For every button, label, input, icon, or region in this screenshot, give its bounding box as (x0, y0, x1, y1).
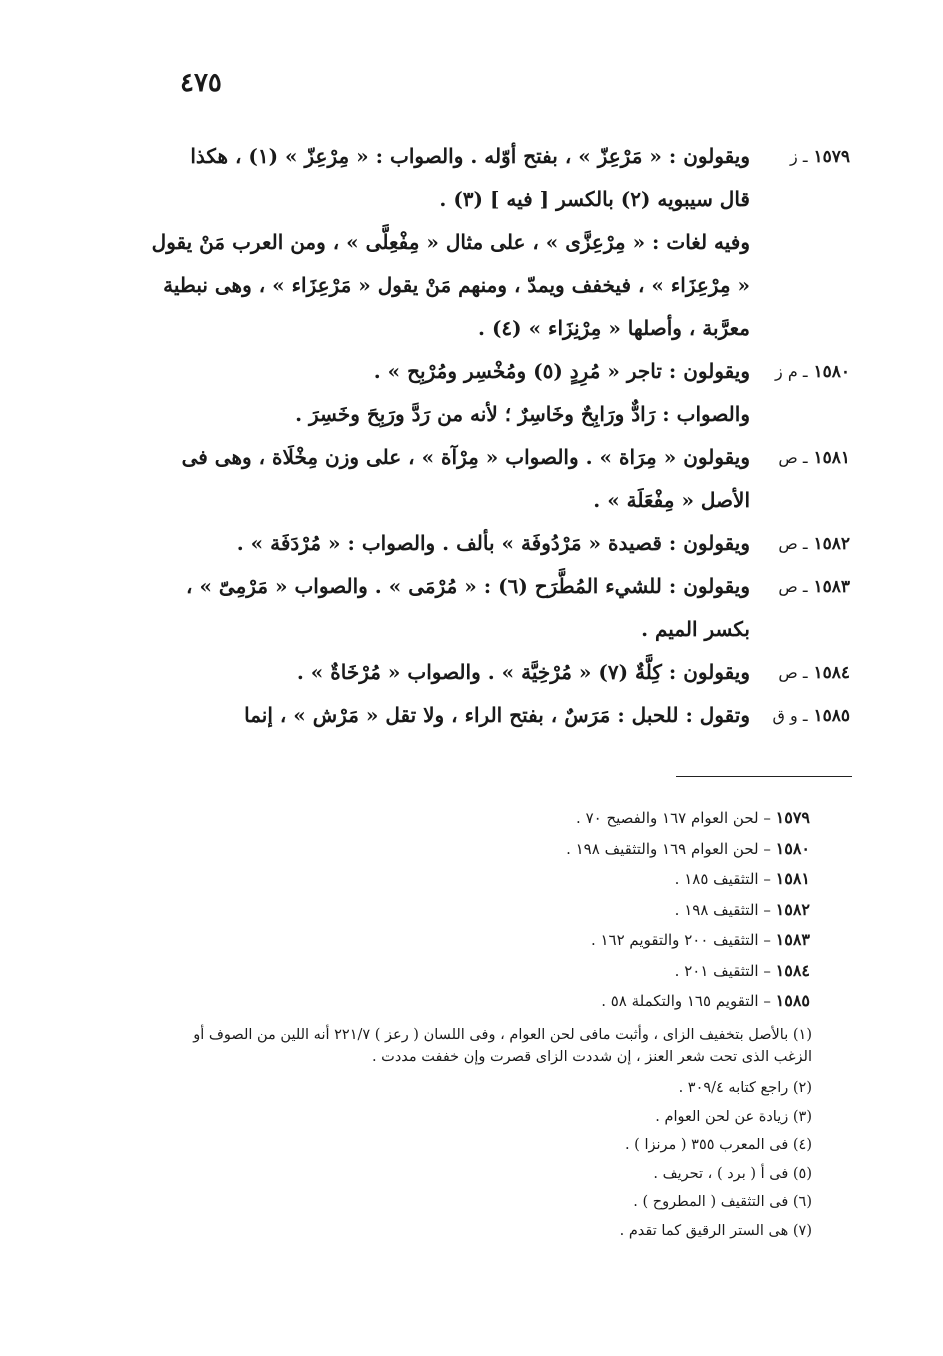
source-entry-number: ١٥٨٠ (775, 838, 810, 858)
entry-number-value: ١٥٨٢ (813, 534, 850, 554)
footnote: (٥) فى أ ( برد ) ، تحريف . (653, 1165, 812, 1182)
source-entry-number: ١٥٨١ (775, 869, 810, 888)
entry-number (755, 436, 850, 480)
entry-text-line: الأصل « مِفْعَلَة » . (593, 488, 750, 512)
entry-number (755, 135, 850, 179)
source-text: – التثقيف ١٨٥ . (674, 870, 771, 888)
source-text: – التثقيف ٢٠٠ والتقويم ١٦٢ . (590, 931, 771, 949)
source-entry-number: ١٥٧٩ (775, 808, 810, 827)
entry-source-code: ـ ص (778, 534, 808, 553)
source-entry-number: ١٥٨٢ (775, 899, 810, 919)
source-entry-number: ١٥٨٣ (775, 930, 810, 949)
entry (150, 522, 850, 565)
entry-source-code: ـ ص (778, 577, 808, 596)
entry-text-line: بكسر الميم . (641, 617, 750, 641)
entry-number-value: ١٥٨٥ (813, 706, 850, 726)
source-text: – التقويم ١٦٥ والتكملة ٥٨ . (601, 992, 771, 1010)
entry-number-value: ١٥٨٤ (813, 663, 850, 683)
source-reference (480, 803, 810, 834)
entry-body (150, 436, 750, 522)
source-text: – لحن العوام ١٦٩ والتثقيف ١٩٨ . (566, 839, 771, 858)
source-reference (480, 864, 810, 895)
entry-source-code: ـ و ق (772, 706, 808, 725)
entry (150, 651, 850, 694)
entry-text-line: وتقول : للحبل : مَرَسٌ ، بفتح الراء ، ولا تقل « مَرْش » ، إنما (244, 703, 750, 727)
source-text: – التثقيف ١٩٨ . (674, 900, 771, 919)
footnote-divider (676, 776, 852, 777)
entry-number-value: ١٥٨٣ (813, 577, 850, 597)
entry-number (755, 522, 850, 566)
entry (150, 436, 850, 522)
entry-body (150, 565, 750, 651)
source-entry-number: ١٥٨٤ (775, 960, 810, 980)
entry-body (150, 522, 750, 565)
entry-number (755, 651, 850, 695)
entry-body (150, 350, 750, 436)
entry-source-code: ـ ص (778, 663, 808, 682)
footnote: (٧) هى الستر الرقيق كما تقدم . (619, 1222, 812, 1239)
source-reference (480, 834, 810, 865)
entry-text-line: ويقولون : قصيدة « مَرْدُوفَة » بألف . والصواب : « مُرْدَفَة » . (236, 531, 750, 555)
entry-source-code: ـ ز (790, 147, 808, 166)
entry-number (755, 350, 850, 394)
entry-source-code: ـ م ز (775, 362, 808, 381)
source-reference (480, 925, 810, 956)
entry-number (755, 565, 850, 609)
footnote: (٦) فى التثقيف ( المطروح ) . (633, 1194, 812, 1210)
source-reference (480, 895, 810, 926)
entry-text-line: قال سيبويه (٢) بالكسر [ فيه ] (٣) . (439, 187, 750, 211)
entry-number-value: ١٥٨١ (813, 448, 850, 468)
entry-number-value: ١٥٧٩ (813, 147, 850, 167)
page-number: ٤٧٥ (180, 68, 222, 98)
footnote: (١) بالأصل بتخفيف الزاى ، وأثبت مافى لحن العوام ، وفى اللسان ( رعز ) ٢٢١/٧ أنه اللين من الصوف أو الزغب الذى تحت شعر العنز ، إن شددت الزاى قصرت وإن خففت مددت . (193, 1027, 812, 1065)
entry-body (150, 651, 750, 694)
entry (150, 565, 850, 651)
entry-number-value: ١٥٨٠ (813, 362, 850, 382)
source-references (480, 803, 810, 1017)
entry (150, 694, 850, 737)
entry-text-line: والصواب : رَادٌّ ورَابِحٌ وخَاسِرٌ ؛ لأنه من رَدَّ ورَبِحَ وخَسِرَ . (295, 402, 750, 426)
footnote: (٣) زيادة عن لحن العوام . (655, 1108, 812, 1125)
entry-text-line: ويقولون : « مَرْعِزّ » ، بفتح أوّله . والصواب : « مِرْعِزّ » (١) ، هكذا (190, 144, 750, 168)
footnote: (٢) راجع كتابه ٣٠٩/٤ . (678, 1080, 812, 1096)
source-entry-number: ١٥٨٥ (775, 991, 810, 1010)
entry-text-line: ويقولون : للشيء المُطَّرَح (٦) : « مُرْمَى » . والصواب « مَرْمِىّ » ، (186, 574, 750, 598)
footnote: (٤) فى المعرب ٣٥٥ ( مرنزا ) . (624, 1137, 812, 1153)
entry-body (150, 694, 750, 737)
source-text: – لحن العوام ١٦٧ والفصيح ٧٠ . (576, 809, 771, 827)
entry (150, 350, 850, 436)
entry-text-line: ويقولون : كِلَّةٌ (٧) « مُرْخِيَّة » . والصواب « مُرْخَاةٌ » . (296, 660, 750, 684)
source-reference (480, 956, 810, 987)
entry-number (755, 694, 850, 738)
entry-source-code: ـ ص (778, 448, 808, 467)
entry-text-line: ويقولون « مِرَاة » . والصواب « مِرْآة » ، على وزن مِخْلَاة ، وهى فى (181, 445, 750, 469)
entries (150, 135, 850, 737)
entry-text-line: ويقولون : تاجر « مُرِدٍ (٥) ومُخْسِر ومُرْبِح » . (373, 359, 750, 383)
source-text: – التثقيف ٢٠١ . (674, 961, 771, 980)
entry-text-line: « مِرْعِزَاء » ، فيخفف ويمدّ ، ومنهم مَنْ يقول « مَرْعِزَاء » ، وهى نبطية (163, 273, 750, 297)
entry-body (150, 135, 750, 350)
entry-text-line: معرَّبة ، وأصلها « مِرْنِزَاء » (٤) . (478, 316, 750, 340)
footnotes (160, 1024, 812, 1245)
entry-text-line: وفيه لغات : « مِرْعِزَّى » ، على مثال « مِفْعِلَّى » ، ومن العرب مَنْ يقول (151, 230, 750, 254)
source-reference (480, 986, 810, 1017)
entry (150, 135, 850, 350)
